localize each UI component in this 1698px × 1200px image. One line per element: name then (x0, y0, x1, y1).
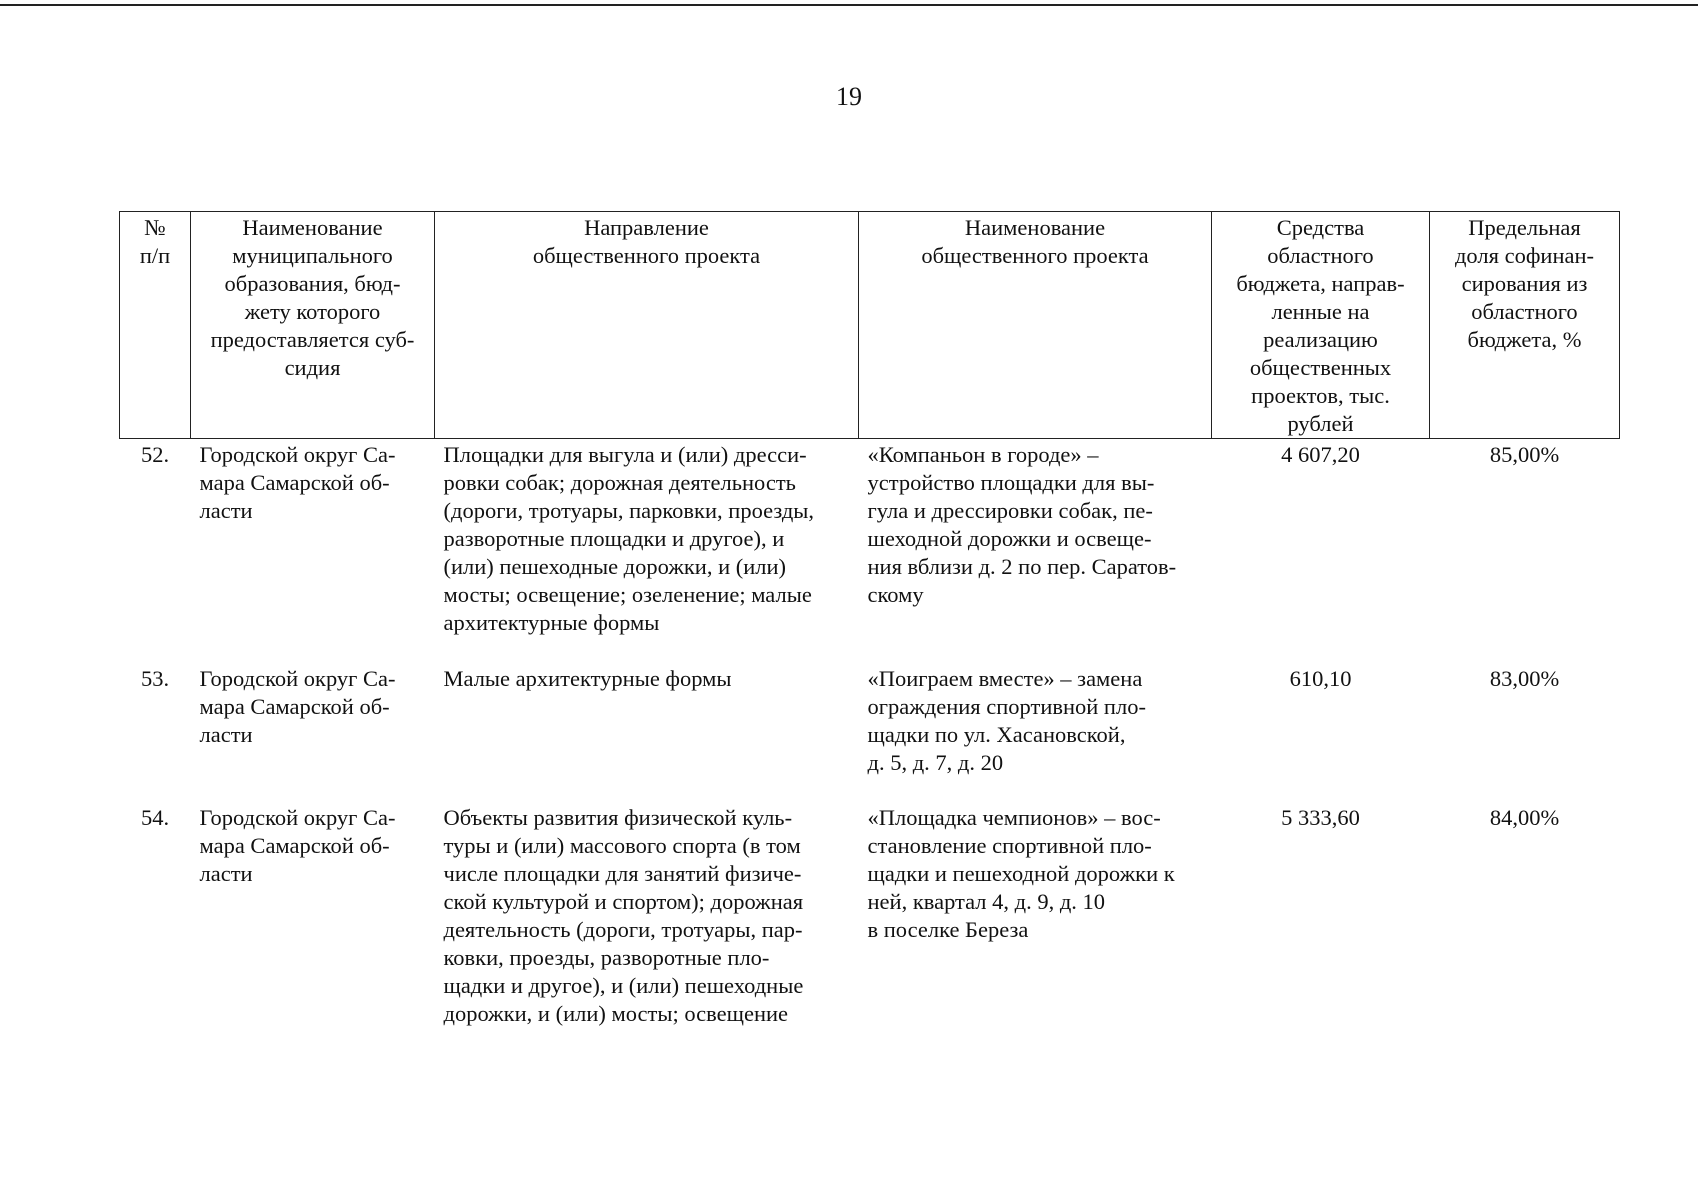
row-municipality-text: Городской округ Са- мара Самарской об- ласти (199, 442, 396, 523)
row-municipality (191, 439, 435, 663)
header-share (1430, 212, 1620, 439)
table-row (120, 439, 1620, 663)
row-funds: 610,10 (1289, 665, 1352, 691)
row-project-text: «Площадка чемпионов» – вос- становление спортивной пло- щадки и пешеходной дорожки к ней, квартал 4, д. 9, д. 10 в поселке Береза (867, 804, 1175, 942)
header-project-label: Наименование общественного проекта (921, 215, 1149, 268)
row-number: 52. (140, 442, 170, 467)
row-direction (435, 802, 859, 1042)
row-municipality (191, 802, 435, 1042)
row-municipality (191, 663, 435, 802)
page-number: 19 (836, 82, 862, 111)
header-project (859, 212, 1212, 439)
table-row (120, 663, 1620, 802)
header-funds-label: Средства областного бюджета, направ- ленные на реализацию общественных проектов, тыс. рублей (1236, 215, 1405, 436)
row-direction-text: Площадки для выгула и (или) дресси- ровки собак; дорожная деятельность (дороги, тротуары, парковки, проезды, разворотные площадки и другое), и (или) пешеходные дорожки, и (или) мосты; освещение; озеленение; малые архитектурные формы (443, 442, 815, 635)
row-municipality-text: Городской округ Са- мара Самарской об- ласти (199, 665, 396, 747)
row-share: 85,00% (1489, 442, 1560, 467)
header-municipality (191, 212, 435, 439)
header-direction-label: Направление общественного проекта (532, 215, 761, 268)
row-project-text: «Поиграем вместе» – замена ограждения спортивной пло- щадки по ул. Хасановской, д. 5, д. 7, д. 20 (867, 665, 1146, 775)
row-direction-text: Объекты развития физической куль- туры и (или) массового спорта (в том числе площадки для занятий физиче- ской культурой и спортом); дорожная деятельность (дороги, тротуары, пар- ковки, проезды, разворотные пло- щадки и другое), и (или) пешеходные дорожки, и (или) мосты; освещение (443, 804, 804, 1026)
header-number-label: № п/п (139, 215, 171, 268)
row-funds: 5 333,60 (1281, 804, 1360, 830)
row-direction (435, 439, 859, 663)
row-share: 83,00% (1489, 665, 1560, 691)
header-number (120, 212, 191, 439)
row-number: 53. (140, 665, 170, 691)
row-project (859, 802, 1212, 1042)
header-municipality-label: Наименование муниципального образования, бюд- жету которого предоставляется суб- сидия (210, 215, 415, 380)
table-row (120, 802, 1620, 1042)
row-project (859, 439, 1212, 663)
subsidy-table (119, 211, 1620, 1042)
header-funds (1212, 212, 1430, 439)
table-body (120, 439, 1620, 1042)
row-municipality-text: Городской округ Са- мара Самарской об- ласти (199, 804, 396, 886)
row-number: 54. (140, 804, 170, 830)
row-funds: 4 607,20 (1281, 442, 1360, 467)
header-share-label: Предельная доля софинан- сирования из областного бюджета, % (1454, 215, 1595, 352)
row-project-text: «Компаньон в городе» – устройство площадки для вы- гула и дрессировки собак, пе- шеходной дорожки и освеще- ния вблизи д. 2 по пер. Саратов- скому (867, 442, 1177, 607)
top-border-line (0, 4, 1698, 6)
row-direction (435, 663, 859, 802)
row-direction-text: Малые архитектурные формы (443, 665, 732, 691)
row-share: 84,00% (1489, 804, 1560, 830)
header-row (120, 212, 1620, 439)
row-project (859, 663, 1212, 802)
header-direction (435, 212, 859, 439)
table-header (120, 212, 1620, 439)
